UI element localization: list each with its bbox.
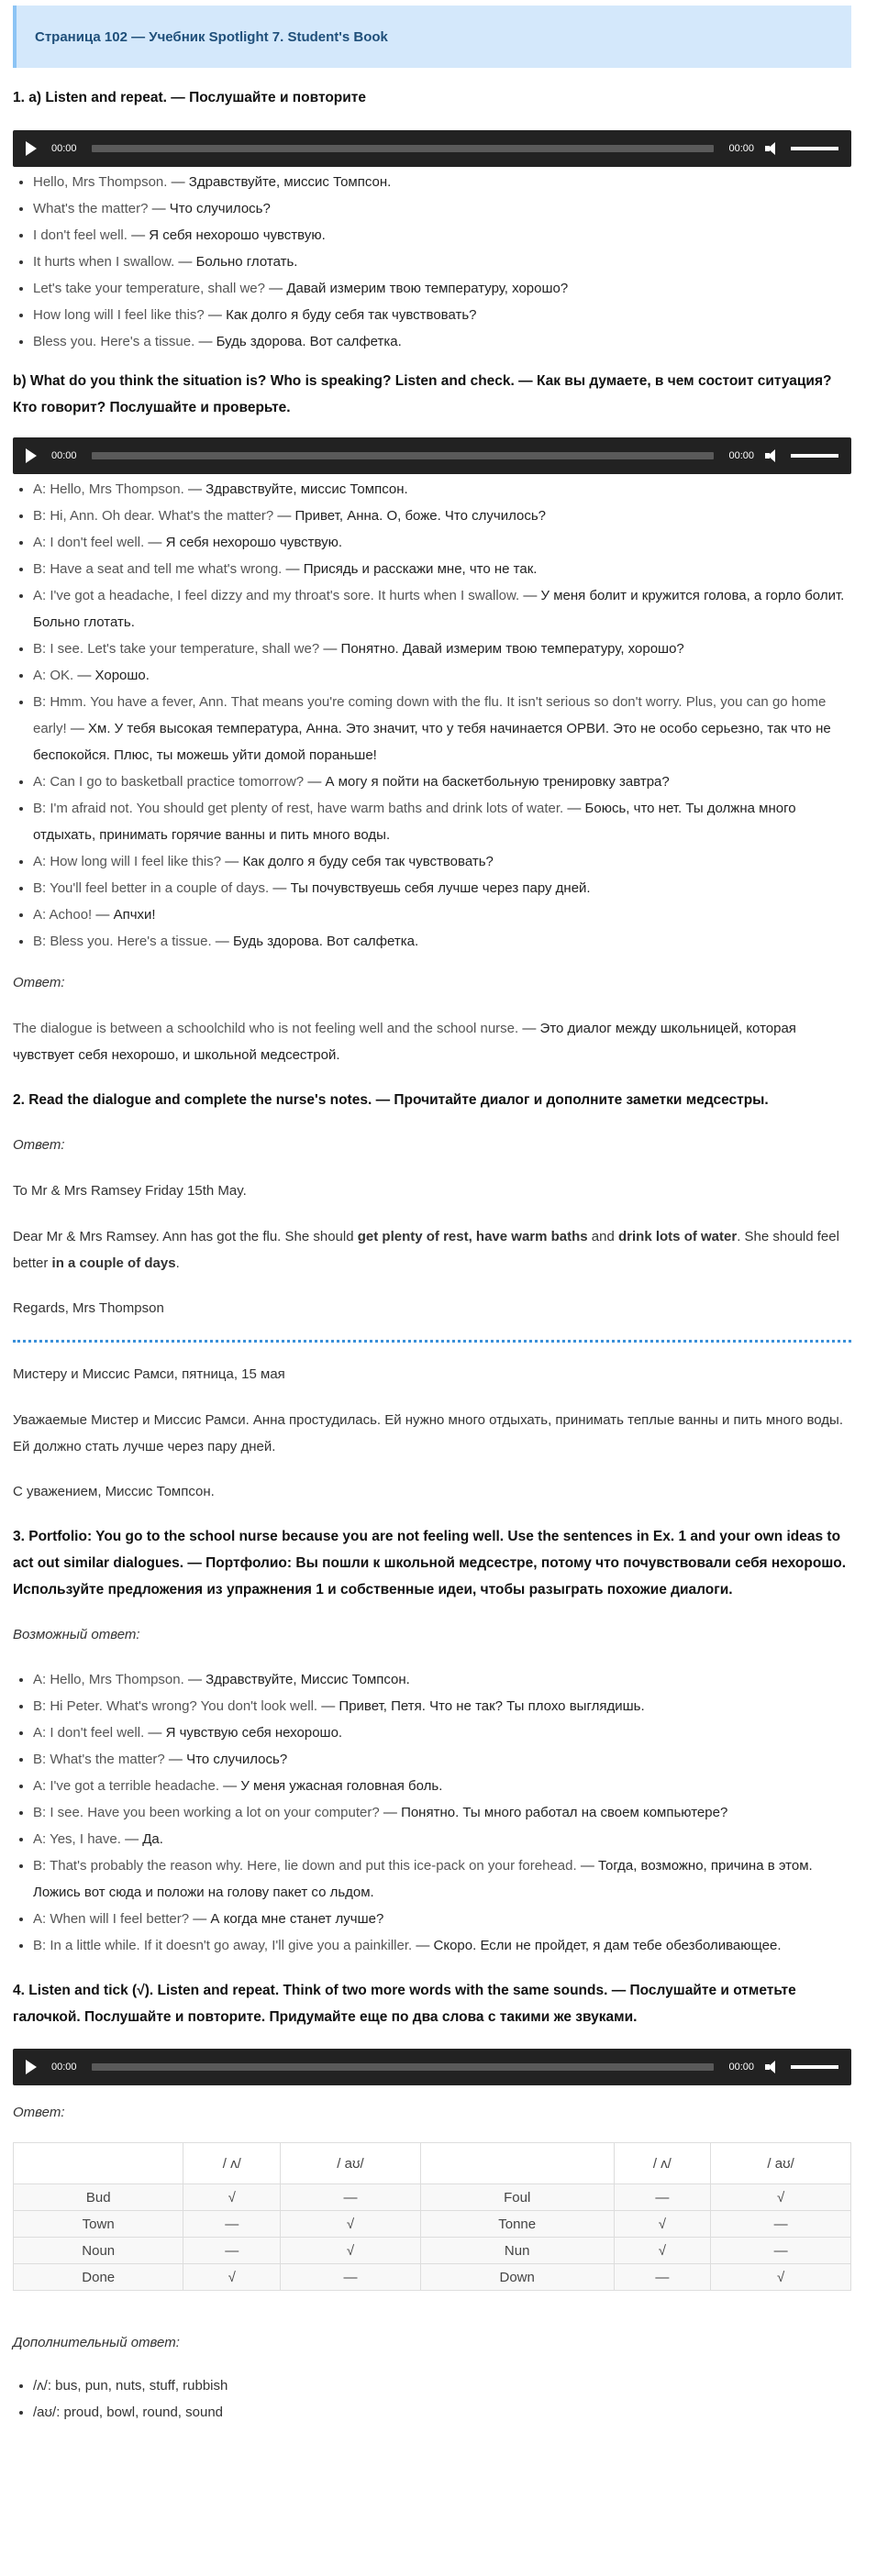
list-item: • It hurts when I swallow. — Больно глотать. [33,249,851,275]
answer-ru: Это диалог между школьницей, которая чувствует себя нехорошо, и школьной медсестрой. [13,1021,796,1063]
list-item [33,2372,851,2399]
ex1b-list [13,476,851,955]
table-cell: √ [614,2238,711,2264]
phrase-ru: У меня болит и кружится голова, а горло болит. Больно глотать. [33,588,845,630]
list-item: • A: I've got a terrible headache. — У меня ужасная головная боль. [33,1773,851,1799]
phrase-ru: Тогда, возможно, причина в этом. Ложись вот сюда и положи на голову пакет со льдом. [33,1858,813,1900]
page-title-banner [13,6,851,68]
phrase-ru: Будь здорова. Вот салфетка. [232,934,419,949]
phrase-en: B: I see. Let's take your temperature, shall we? [33,641,320,657]
list-item: • Hello, Mrs Thompson. — Здравствуйте, миссис Томпсон. [33,169,851,195]
phrase-ru: Больно глотать. [195,254,298,270]
phrase-ru: Присядь и расскажи мне, что не так. [303,561,538,577]
answer-en: The dialogue is between a schoolchild who is not feeling well and the school nurse. [13,1021,519,1036]
phrase-ru: Апчхи! [113,907,156,923]
divider [13,1340,851,1343]
play-icon[interactable] [26,2060,37,2074]
table-cell: Town [14,2211,183,2238]
ex2-ru-to: Мистеру и Миссис Рамси, пятница, 15 мая [13,1366,285,1382]
phrase-en: A: I don't feel well. [33,1725,145,1741]
table-header-row [14,2143,851,2184]
phrase-en: It hurts when I swallow. [33,254,175,270]
ex4-extra-label: Дополнительный ответ: [13,2335,180,2350]
time-current: 00:00 [51,2062,77,2073]
phrase-en: B: In a little while. If it doesn't go away, I'll give you a painkiller. [33,1938,413,1953]
sounds-table [13,2142,851,2291]
phrase-ru: Здравствуйте, миссис Томпсон. [188,174,392,190]
table-cell: √ [711,2184,851,2211]
ex2-regards: Regards, Mrs Thompson [13,1300,164,1316]
list-item: • Bless you. Here's a tissue. — Будь здорова. Вот салфетка. [33,328,851,355]
list-item: • A: When will I feel better? — А когда мне станет лучше? [33,1906,851,1932]
phrase-ru: А когда мне станет лучше? [210,1911,384,1927]
phrase-en: A: I've got a headache, I feel dizzy and my throat's sore. It hurts when I swallow. [33,588,520,603]
phrase-en: A: When will I feel better? [33,1911,190,1927]
note-answer-3: in a couple of days [51,1255,176,1271]
list-item: • A: I've got a headache, I feel dizzy and my throat's sore. It hurts when I swallow. — У меня болит и кружится голова, а горло болит. Больно глотать. [33,582,851,636]
phrase-en: B: Bless you. Here's a tissue. [33,934,212,949]
table-cell: Bud [14,2184,183,2211]
note-answer-1: get plenty of rest, have warm baths [357,1229,588,1244]
ex4-extra-list [13,2372,851,2426]
table-row [14,2184,851,2211]
table-cell: √ [711,2264,851,2291]
play-icon[interactable] [26,448,37,463]
sound-symbol: /aʊ/: [33,2405,64,2420]
phrase-ru: Скоро. Если не пройдет, я дам тебе обезболивающее. [433,1938,782,1953]
phrase-en: Hello, Mrs Thompson. [33,174,168,190]
table-header-cell: / aʊ/ [711,2143,851,2184]
time-total: 00:00 [728,450,754,461]
list-item: • B: I see. Have you been working a lot on your computer? — Понятно. Ты много работал на своем компьютере? [33,1799,851,1826]
time-total: 00:00 [728,143,754,154]
table-row [14,2238,851,2264]
sound-symbol: /ʌ/: [33,2378,56,2394]
list-item: • I don't feel well. — Я себя нехорошо чувствую. [33,222,851,249]
table-cell: — [281,2264,421,2291]
progress-bar[interactable] [92,2063,715,2071]
phrase-en: B: You'll feel better in a couple of days. [33,880,270,896]
phrase-en: A: Hello, Mrs Thompson. [33,1672,184,1687]
volume-slider[interactable] [791,147,838,150]
list-item [33,2399,851,2426]
sound-words: proud, bowl, round, sound [63,2405,223,2420]
ex1b-answer-label: Ответ: [13,975,65,990]
table-header-cell: / ʌ/ [614,2143,711,2184]
phrase-en: A: Yes, I have. [33,1831,121,1847]
phrase-en: I don't feel well. [33,227,128,243]
list-item: • A: I don't feel well. — Я чувствую себя нехорошо. [33,1719,851,1746]
phrase-ru: Хорошо. [94,668,150,683]
phrase-ru: Понятно. Давай измерим твою температуру, хорошо? [340,641,684,657]
list-item: • A: Hello, Mrs Thompson. — Здравствуйте, миссис Томпсон. [33,476,851,503]
list-item: • A: I don't feel well. — Я себя нехорошо чувствую. [33,529,851,556]
table-header-cell [420,2143,614,2184]
ex2-ru-body: Уважаемые Мистер и Миссис Рамси. Анна простудилась. Ей нужно много отдыхать, принимать теплые ванны и пить много воды. Ей должно стать лучше через пару дней. [13,1412,843,1454]
audio-player-3 [13,2049,851,2085]
phrase-ru: Я себя нехорошо чувствую. [165,535,343,550]
phrase-ru: Здравствуйте, Миссис Томпсон. [205,1672,410,1687]
volume-icon[interactable] [765,141,782,156]
list-item: • How long will I feel like this? — Как долго я буду себя так чувствовать? [33,302,851,328]
ex2-ru-regards: С уважением, Миссис Томпсон. [13,1484,215,1499]
list-item: • B: That's probably the reason why. Here, lie down and put this ice-pack on your forehead. — Тогда, возможно, причина в этом. Ложись вот сюда и положи на голову пакет со льдом. [33,1852,851,1906]
ex2-heading: 2. Read the dialogue and complete the nurse's notes. — Прочитайте диалог и дополните заметки медсестры. [13,1092,769,1108]
phrase-en: B: What's the matter? [33,1752,165,1767]
list-item: • A: Hello, Mrs Thompson. — Здравствуйте, Миссис Томпсон. [33,1666,851,1693]
table-cell: Down [420,2264,614,2291]
phrase-ru: А могу я пойти на баскетбольную тренировку завтра? [325,774,670,790]
phrase-en: A: Achoo! [33,907,93,923]
ex2-note-body [13,1223,851,1277]
table-row [14,2264,851,2291]
table-row [14,2211,851,2238]
list-item: • B: Hi Peter. What's wrong? You don't look well. — Привет, Петя. Что не так? Ты плохо выглядишь. [33,1693,851,1719]
phrase-ru: Я себя нехорошо чувствую. [149,227,326,243]
ex1b-answer: The dialogue is between a schoolchild who is not feeling well and the school nurse. — Это диалог между школьницей, которая чувствует себя нехорошо, и школьной медсестрой. [13,1021,796,1063]
table-cell: — [183,2211,281,2238]
volume-slider[interactable] [791,454,838,458]
phrase-en: A: I've got a terrible headache. [33,1778,219,1794]
note-text: and [587,1229,619,1244]
phrase-en: B: Have a seat and tell me what's wrong. [33,561,283,577]
ex4-answer-label: Ответ: [13,2105,65,2120]
phrase-en: A: I don't feel well. [33,535,145,550]
time-current: 00:00 [51,450,77,461]
play-icon[interactable] [26,141,37,156]
phrase-ru: Что случилось? [186,1752,288,1767]
phrase-en: B: I see. Have you been working a lot on your computer? [33,1805,380,1820]
volume-slider[interactable] [791,2065,838,2069]
list-item: • A: OK. — Хорошо. [33,662,851,689]
phrase-en: How long will I feel like this? [33,307,205,323]
phrase-ru: У меня ужасная головная боль. [240,1778,443,1794]
note-text: . She should feel better [13,1229,839,1271]
list-item: • B: Hmm. You have a fever, Ann. That means you're coming down with the flu. It isn't serious so don't worry. Plus, you can go home early! — Хм. У тебя высокая температура, Анна. Это значит, что у тебя начинается ОРВИ. Это не особо серьезно, так что не беспокойся. Плюс, ты можешь уйти домой пораньше! [33,689,851,768]
phrase-en: What's the matter? [33,201,149,216]
table-cell: Noun [14,2238,183,2264]
ex2-to-line: To Mr & Mrs Ramsey Friday 15th May. [13,1183,247,1199]
time-total: 00:00 [728,2062,754,2073]
note-answer-2: drink lots of water [618,1229,738,1244]
list-item: • B: In a little while. If it doesn't go away, I'll give you a painkiller. — Скоро. Если не пройдет, я дам тебе обезболивающее. [33,1932,851,1959]
table-cell: Done [14,2264,183,2291]
table-cell: √ [183,2184,281,2211]
list-item: • What's the matter? — Что случилось? [33,195,851,222]
table-cell: √ [183,2264,281,2291]
note-text: . [175,1255,180,1271]
phrase-ru: Будь здорова. Вот салфетка. [216,334,402,349]
table-cell: Nun [420,2238,614,2264]
phrase-en: A: How long will I feel like this? [33,854,222,869]
list-item: • B: I see. Let's take your temperature, shall we? — Понятно. Давай измерим твою температуру, хорошо? [33,636,851,662]
phrase-ru: Ты почувствуешь себя лучше через пару дней. [290,880,591,896]
phrase-en: B: Hi, Ann. Oh dear. What's the matter? [33,508,274,524]
ex3-list [13,1666,851,1959]
ex1a-heading: 1. a) Listen and repeat. — Послушайте и повторите [13,90,367,105]
phrase-en: A: Hello, Mrs Thompson. [33,481,184,497]
phrase-en: Let's take your temperature, shall we? [33,281,265,296]
list-item: • B: Hi, Ann. Oh dear. What's the matter? — Привет, Анна. О, боже. Что случилось? [33,503,851,529]
note-text: Dear Mr & Mrs Ramsey. Ann has got the flu. She should [13,1229,358,1244]
table-cell: √ [281,2211,421,2238]
table-cell: Tonne [420,2211,614,2238]
phrase-ru: Понятно. Ты много работал на своем компьютере? [401,1805,728,1820]
sound-words: bus, pun, nuts, stuff, rubbish [55,2378,228,2394]
time-current: 00:00 [51,143,77,154]
phrase-ru: Привет, Анна. О, боже. Что случилось? [294,508,546,524]
phrase-en: B: I'm afraid not. You should get plenty of rest, have warm baths and drink lots of water. [33,801,564,816]
audio-player-2 [13,437,851,474]
phrase-en: A: Can I go to basketball practice tomorrow? [33,774,305,790]
phrase-ru: Что случилось? [169,201,271,216]
ex3-heading: 3. Portfolio: You go to the school nurse because you are not feeling well. Use the sentences in Ex. 1 and your own ideas to act out similar dialogues. — Портфолио: Вы пошли к школьной медсестре, потому что почувствовали себя нехорошо. Используйте предложения из упражнения 1 и собственные идеи, чтобы разыграть похожие диалоги. [13,1529,847,1598]
phrase-ru: Боюсь, что нет. Ты должна много отдыхать, принимать горячие ванны и пить много воды. [33,801,796,843]
table-cell: — [183,2238,281,2264]
list-item: • B: Have a seat and tell me what's wrong. — Присядь и расскажи мне, что не так. [33,556,851,582]
ex1b-heading: b) What do you think the situation is? Who is speaking? Listen and check. — Как вы думаете, в чем состоит ситуация? Кто говорит? Послушайте и проверьте. [13,373,832,415]
list-item: • A: How long will I feel like this? — Как долго я буду себя так чувствовать? [33,848,851,875]
table-cell: — [711,2211,851,2238]
phrase-ru: Как долго я буду себя так чувствовать? [226,307,477,323]
progress-bar[interactable] [92,452,715,459]
phrase-ru: Как долго я буду себя так чувствовать? [242,854,494,869]
table-cell: — [711,2238,851,2264]
audio-player-1 [13,130,851,167]
phrase-ru: Да. [142,1831,163,1847]
ex1a-list [13,169,851,355]
table-cell: √ [614,2211,711,2238]
phrase-en: B: That's probably the reason why. Here, lie down and put this ice-pack on your forehead. [33,1858,577,1874]
table-cell: Foul [420,2184,614,2211]
ex2-answer-label: Ответ: [13,1137,65,1153]
phrase-ru: Привет, Петя. Что не так? Ты плохо выглядишь. [339,1698,645,1714]
table-header-cell: / ʌ/ [183,2143,281,2184]
phrase-en: Bless you. Here's a tissue. [33,334,195,349]
page-title: Страница 102 — Учебник Spotlight 7. Student's Book [35,28,388,45]
phrase-ru: Хм. У тебя высокая температура, Анна. Это значит, что у тебя начинается ОРВИ. Это не особо серьезно, так что не беспокойся. Плюс, ты можешь уйти домой пораньше! [33,721,831,763]
phrase-en: A: OK. [33,668,74,683]
table-cell: — [614,2264,711,2291]
table-header-cell [14,2143,183,2184]
list-item: • A: Achoo! — Апчхи! [33,901,851,928]
list-item: • B: Bless you. Here's a tissue. — Будь здорова. Вот салфетка. [33,928,851,955]
phrase-ru: Здравствуйте, миссис Томпсон. [205,481,408,497]
phrase-en: B: Hi Peter. What's wrong? You don't look well. [33,1698,318,1714]
ex4-heading: 4. Listen and tick (√). Listen and repeat. Think of two more words with the same sounds. — Послушайте и отметьте галочкой. Послушайте и повторите. Придумайте еще по два слова с такими же звуками. [13,1983,796,2025]
phrase-ru: Я чувствую себя нехорошо. [165,1725,343,1741]
table-cell: √ [281,2238,421,2264]
progress-bar[interactable] [92,145,715,152]
table-header-cell: / aʊ/ [281,2143,421,2184]
list-item: • B: You'll feel better in a couple of days. — Ты почувствуешь себя лучше через пару дней. [33,875,851,901]
table-cell: — [281,2184,421,2211]
list-item: • B: I'm afraid not. You should get plenty of rest, have warm baths and drink lots of water. — Боюсь, что нет. Ты должна много отдыхать, принимать горячие ванны и пить много воды. [33,795,851,848]
list-item: • A: Can I go to basketball practice tomorrow? — А могу я пойти на баскетбольную тренировку завтра? [33,768,851,795]
ex3-answer-label: Возможный ответ: [13,1627,140,1642]
list-item: • A: Yes, I have. — Да. [33,1826,851,1852]
table-cell: — [614,2184,711,2211]
list-item: • Let's take your temperature, shall we? — Давай измерим твою температуру, хорошо? [33,275,851,302]
phrase-en: B: Hmm. You have a fever, Ann. That means you're coming down with the flu. It isn't serious so don't worry. Plus, you can go home early! [33,694,827,736]
list-item: • B: What's the matter? — Что случилось? [33,1746,851,1773]
phrase-ru: Давай измерим твою температуру, хорошо? [286,281,569,296]
volume-icon[interactable] [765,448,782,463]
volume-icon[interactable] [765,2060,782,2074]
